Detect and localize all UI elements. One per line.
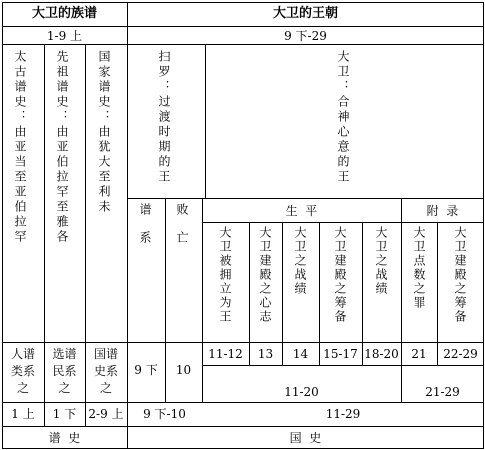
sub-col-battles-2: 大卫之战绩 (374, 226, 388, 296)
appendix-label: 附 录 (426, 204, 459, 218)
sub-col-temple-prep-1: 大卫建殿之筹备 (333, 226, 347, 324)
footer-genealogy-history: 谱 史 (48, 431, 81, 445)
bottom-ref-g3: 2-9 上 (88, 407, 124, 421)
ref-sub-6: 21 (411, 347, 427, 361)
ref-life-span: 11-20 (284, 385, 319, 399)
ref-appendix-span: 21-29 (425, 385, 460, 399)
genealogy-range: 1-9 上 (46, 29, 83, 43)
genealogy-col-patriarchs: 先祖谱史：由亚伯拉罕至雅各 (55, 50, 69, 245)
david-after-god-label: 大卫：合神心意的王 (336, 50, 350, 185)
ref-sub-5: 18-20 (364, 347, 399, 361)
footer-nation-line: 国谱史系之 (93, 347, 118, 395)
ref-sub-1: 11-12 (208, 347, 243, 361)
ref-defeat: 10 (175, 363, 192, 377)
footer-human-line: 人谱类系之 (10, 347, 35, 395)
bottom-ref-g2: 1 下 (52, 407, 77, 421)
sub-col-temple-prep-2: 大卫建殿之筹备 (453, 226, 467, 324)
ref-sub-2: 13 (257, 347, 274, 361)
bottom-ref-g1: 1 上 (11, 407, 35, 421)
ref-sub-3: 14 (292, 347, 309, 361)
footer-chosen-line: 选谱民系之 (52, 347, 77, 395)
defeat-label: 败亡 (175, 203, 189, 259)
genealogy-title: 大卫的族谱 (31, 6, 97, 21)
sub-col-census-sin: 大卫点数之罪 (412, 226, 426, 310)
sub-col-temple-heart: 大卫建殿之心志 (258, 226, 272, 324)
saul-transition-label: 扫罗：过渡时期的王 (157, 50, 171, 185)
life-label: 生 平 (285, 204, 318, 218)
ref-sub-4: 15-17 (323, 347, 358, 361)
dynasty-range: 9 下-29 (284, 29, 327, 43)
dynasty-title: 大卫的王朝 (272, 6, 338, 21)
sub-col-battles-1: 大卫之战绩 (293, 226, 307, 296)
pedigree-label: 谱系 (138, 203, 152, 259)
genealogy-col-primeval: 太古谱史：由亚当至亚伯拉罕 (13, 50, 27, 245)
ref-pedigree: 9 下 (134, 363, 158, 377)
bottom-ref-saul: 9 下-10 (143, 407, 186, 421)
footer-national-history: 国 史 (289, 431, 322, 445)
bottom-ref-david: 11-29 (325, 407, 361, 421)
ref-sub-7: 22-29 (443, 347, 478, 361)
sub-col-enthroned: 大卫被拥立为王 (218, 226, 232, 324)
genealogy-col-nation: 国家谱史：由犹大至利未 (97, 50, 111, 215)
